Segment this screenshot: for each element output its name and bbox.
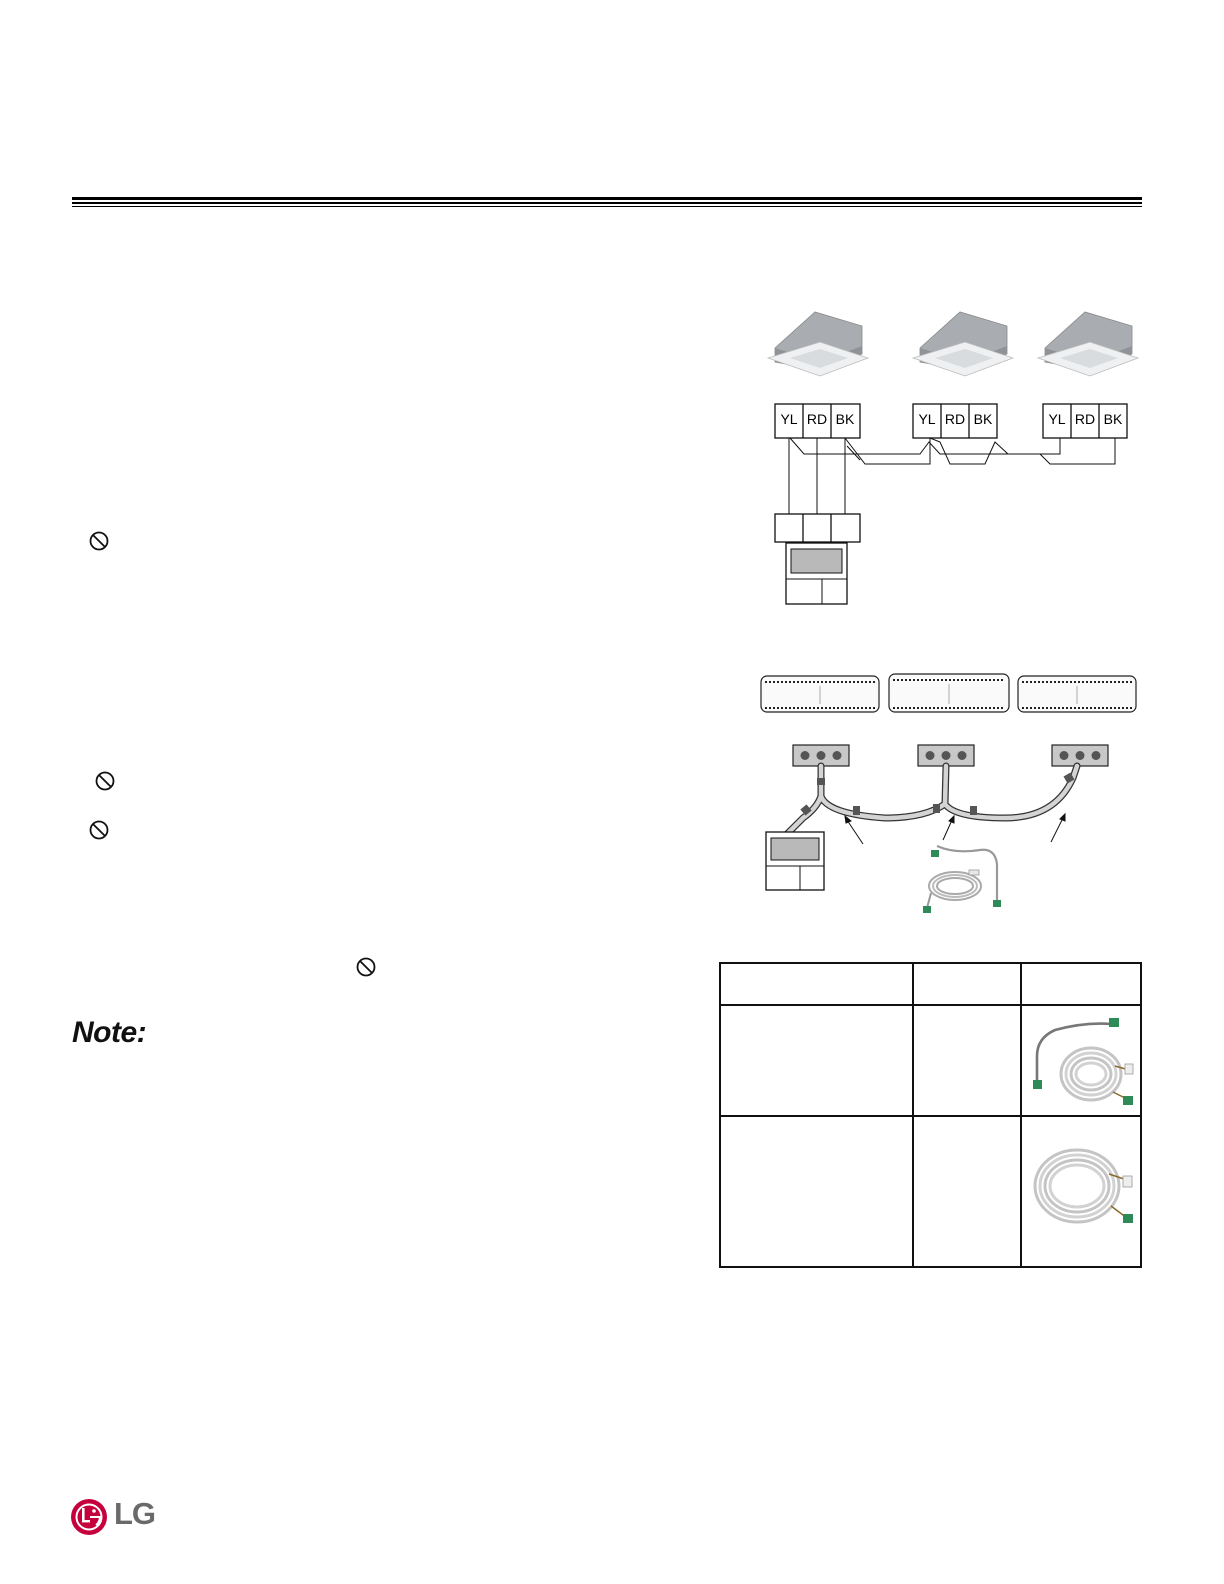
extension-cable-image	[1027, 1136, 1139, 1236]
coiled-cable-illustration	[923, 846, 1001, 913]
terminal-label-rd: RD	[1074, 411, 1096, 427]
prohibited-icon-4	[356, 957, 376, 977]
prohibited-icon-2	[95, 771, 115, 791]
terminal-label-bk: BK	[973, 411, 993, 427]
cassette-wiring-diagram	[750, 300, 1150, 610]
wall-mount-group-cable-diagram	[755, 668, 1145, 918]
wall-mount-unit-1	[761, 676, 879, 712]
group-cable-kit-image	[1025, 1008, 1137, 1112]
terminal-label-yl: YL	[1048, 411, 1066, 427]
wall-mount-unit-3	[1018, 676, 1136, 712]
terminal-block-2	[913, 404, 997, 438]
terminal-block-1	[775, 404, 860, 438]
header-rule-mid	[72, 202, 1142, 204]
lg-logo-text: LG	[114, 1496, 156, 1531]
terminal-label-yl: YL	[918, 411, 936, 427]
cassette-unit-1	[768, 312, 868, 376]
wall-mount-unit-2	[889, 674, 1009, 712]
prohibited-icon-3	[89, 820, 109, 840]
controller-wires	[789, 438, 845, 514]
terminal-label-bk: BK	[835, 411, 855, 427]
terminal-block-3	[1043, 404, 1127, 438]
controller-terminal-block	[775, 514, 860, 542]
terminal-label-bk: BK	[1103, 411, 1123, 427]
remote-controller-2	[766, 832, 824, 890]
header-rule-bottom	[72, 206, 1142, 207]
lg-logo-mark-icon	[70, 1498, 108, 1536]
terminal-label-rd: RD	[806, 411, 828, 427]
lg-logo	[70, 1496, 154, 1536]
group-control-cables	[785, 766, 1077, 836]
daisy-chain-wires	[790, 438, 1115, 464]
table-header-divider	[721, 1004, 1140, 1006]
remote-controller-1	[786, 543, 847, 604]
unit-connector-3	[1052, 745, 1108, 766]
terminal-label-yl: YL	[780, 411, 798, 427]
cassette-unit-2	[913, 312, 1013, 376]
terminal-label-rd: RD	[944, 411, 966, 427]
header-rule-top	[72, 197, 1142, 200]
table-row-divider	[721, 1115, 1140, 1117]
cassette-unit-3	[1038, 312, 1138, 376]
prohibited-icon-1	[89, 531, 109, 551]
note-heading: Note:	[72, 1016, 147, 1049]
cable-kit-table	[719, 962, 1142, 1268]
